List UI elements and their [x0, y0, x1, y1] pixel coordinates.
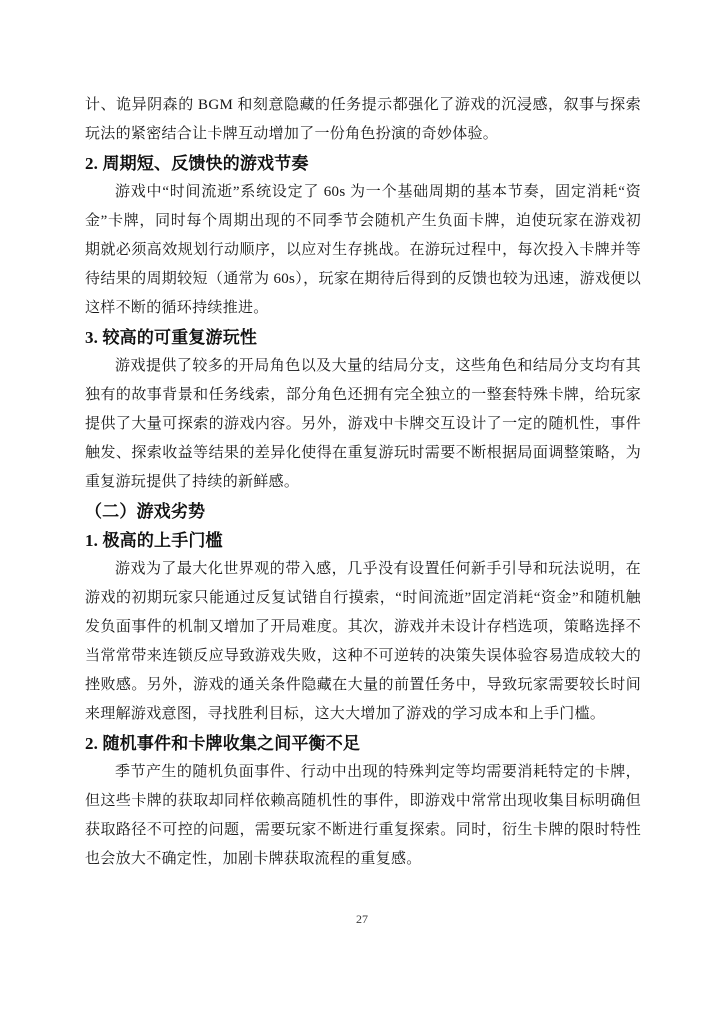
- heading-high-entry-barrier: 1. 极高的上手门槛: [85, 531, 223, 550]
- heading-short-cycle-fast-feedback: 2. 周期短、反馈快的游戏节奏: [85, 154, 309, 173]
- paragraph-entry-barrier: 游戏为了最大化世界观的带入感，几乎没有设置任何新手引导和玩法说明，在游戏的初期玩家只能通过反复试错自行摸索，“时间流逝”固定消耗“资金”和随机触发负面事件的机制又增加了开局难度。其次，游戏并未设计存档选项，策略选择不当常常带来连锁反应导致游戏失败，这种不可逆转的决策失误体验容易造成较大的挫败感。另外，游戏的通关条件隐藏在大量的前置任务中，导致玩家需要较长时间来理解游戏意图，寻找胜利目标，这大大增加了游戏的学习成本和上手门槛。: [85, 561, 641, 722]
- page-number: 27: [356, 912, 368, 926]
- paragraph-replayability: 游戏提供了较多的开局角色以及大量的结局分支，这些角色和结局分支均有其独有的故事背景和任务线索，部分角色还拥有完全独立的一整套特殊卡牌，给玩家提供了大量可探索的游戏内容。另外，游戏中卡牌交互设计了一定的随机性，事件触发、探索收益等结果的差异化使得在重复游玩时需要不断根据局面调整策略，为重复游玩提供了持续的新鲜感。: [85, 358, 641, 490]
- paragraph-card-collection-balance: 季节产生的随机负面事件、行动中出现的特殊判定等均需要消耗特定的卡牌，但这些卡牌的获取却同样依赖高随机性的事件，即游戏中常常出现收集目标明确但获取路径不可控的问题，需要玩家不断进行重复探索。同时，衍生卡牌的限时特性也会放大不确定性，加剧卡牌获取流程的重复感。: [85, 764, 641, 867]
- paragraph-time-cycle: 游戏中“时间流逝”系统设定了 60s 为一个基础周期的基本节奏，固定消耗“资金”卡牌，同时每个周期出现的不同季节会随机产生负面卡牌，迫使玩家在游戏初期就必须高效规划行动顺序，以应对生存挑战。在游玩过程中，每次投入卡牌并等待结果的周期较短（通常为 60s），玩家在期待后得到的反馈也较为迅速，游戏便以这样不断的循环持续推进。: [85, 184, 641, 316]
- paragraph-immersion-continued: 计、诡异阴森的 BGM 和刻意隐藏的任务提示都强化了游戏的沉浸感，叙事与探索玩法的紧密结合让卡牌互动增加了一份角色扮演的奇妙体验。: [85, 97, 641, 142]
- page-content: [85, 91, 641, 874]
- heading-replayability: 3. 较高的可重复游玩性: [85, 328, 258, 347]
- heading-random-event-card-balance: 2. 随机事件和卡牌收集之间平衡不足: [85, 734, 361, 753]
- subsection-heading-game-disadvantages: （二）游戏劣势: [85, 502, 206, 521]
